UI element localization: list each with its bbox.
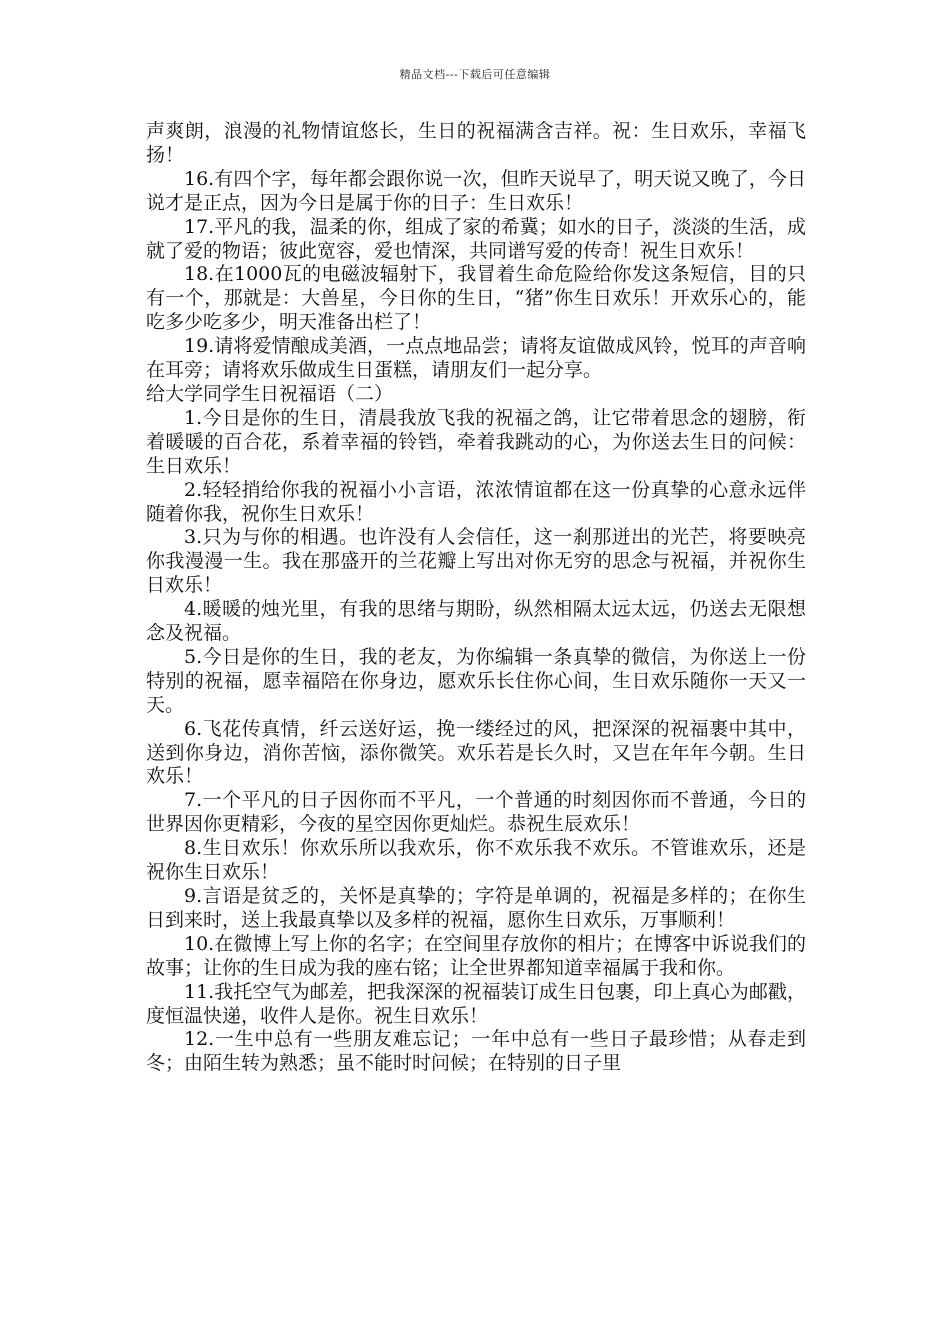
paragraph: 17.平凡的我，温柔的你，组成了家的希冀；如水的日子，淡淡的生活，成就了爱的物语；彼此宽容，爱也情深，共同谱写爱的传奇！祝生日欢乐！ [146, 215, 806, 262]
paragraph: 16.有四个字，每年都会跟你说一次，但昨天说早了，明天说又晚了，今日说才是正点，因为今日是属于你的日子：生日欢乐！ [146, 167, 806, 214]
paragraph: 10.在微博上写上你的名字；在空间里存放你的相片；在博客中诉说我们的故事；让你的生日成为我的座右铭；让全世界都知道幸福属于我和你。 [146, 932, 806, 979]
paragraph: 4.暖暖的烛光里，有我的思绪与期盼，纵然相隔太远太远，仍送去无限想念及祝福。 [146, 598, 806, 645]
paragraph: 2.轻轻捎给你我的祝福小小言语，浓浓情谊都在这一份真挚的心意永远伴随着你我，祝你生日欢乐！ [146, 478, 806, 525]
paragraph: 8.生日欢乐！你欢乐所以我欢乐，你不欢乐我不欢乐。不管谁欢乐，还是祝你生日欢乐！ [146, 837, 806, 884]
paragraph: 6.飞花传真情，纤云送好运，挽一缕经过的风，把深深的祝福裹中其中，送到你身边，消你苦恼，添你微笑。欢乐若是长久时，又岂在年年今朝。生日欢乐！ [146, 717, 806, 788]
paragraph: 3.只为与你的相遇。也许没有人会信任，这一刹那迸出的光芒，将要映亮你我漫漫一生。我在那盛开的兰花瓣上写出对你无穷的思念与祝福，并祝你生日欢乐！ [146, 526, 806, 597]
page-header: 精品文档---下载后可任意编辑 [399, 68, 551, 81]
paragraph: 5.今日是你的生日，我的老友，为你编辑一条真挚的微信，为你送上一份特别的祝福，愿幸福陪在你身边，愿欢乐长住你心间，生日欢乐随你一天又一天。 [146, 645, 806, 716]
paragraph: 19.请将爱情酿成美酒，一点点地品尝；请将友谊做成风铃，悦耳的声音响在耳旁；请将欢乐做成生日蛋糕，请朋友们一起分享。 [146, 335, 806, 382]
paragraph: 9.言语是贫乏的，关怀是真挚的；字符是单调的，祝福是多样的；在你生日到来时，送上我最真挚以及多样的祝福，愿你生日欢乐，万事顺利！ [146, 885, 806, 931]
paragraph: 1.今日是你的生日，清晨我放飞我的祝福之鸽，让它带着思念的翅膀，衔着暖暖的百合花，系着幸福的铃铛，牵着我跳动的心，为你送去生日的问候：生日欢乐！ [146, 406, 806, 477]
paragraph: 11.我托空气为邮差，把我深深的祝福装订成生日包裹，印上真心为邮戳，度恒温快递，收件人是你。祝生日欢乐！ [146, 980, 806, 1027]
paragraph: 7.一个平凡的日子因你而不平凡，一个普通的时刻因你而不普通，今日的世界因你更精彩，今夜的星空因你更灿烂。恭祝生辰欢乐！ [146, 789, 806, 836]
paragraph: 声爽朗，浪漫的礼物情谊悠长，生日的祝福满含吉祥。祝：生日欢乐，幸福飞扬！ [146, 120, 806, 166]
paragraph: 18.在1000瓦的电磁波辐射下，我冒着生命危险给你发这条短信，目的只有一个，那就是：大兽星，今日你的生日，“猪”你生日欢乐！开欢乐心的，能吃多少吃多少，明天准备出栏了！ [146, 263, 806, 334]
section-heading: 给大学同学生日祝福语（二） [146, 382, 394, 405]
document-body [146, 120, 806, 1076]
paragraph: 12.一生中总有一些朋友难忘记；一年中总有一些日子最珍惜；从春走到冬；由陌生转为熟悉；虽不能时时问候；在特别的日子里 [146, 1028, 806, 1075]
